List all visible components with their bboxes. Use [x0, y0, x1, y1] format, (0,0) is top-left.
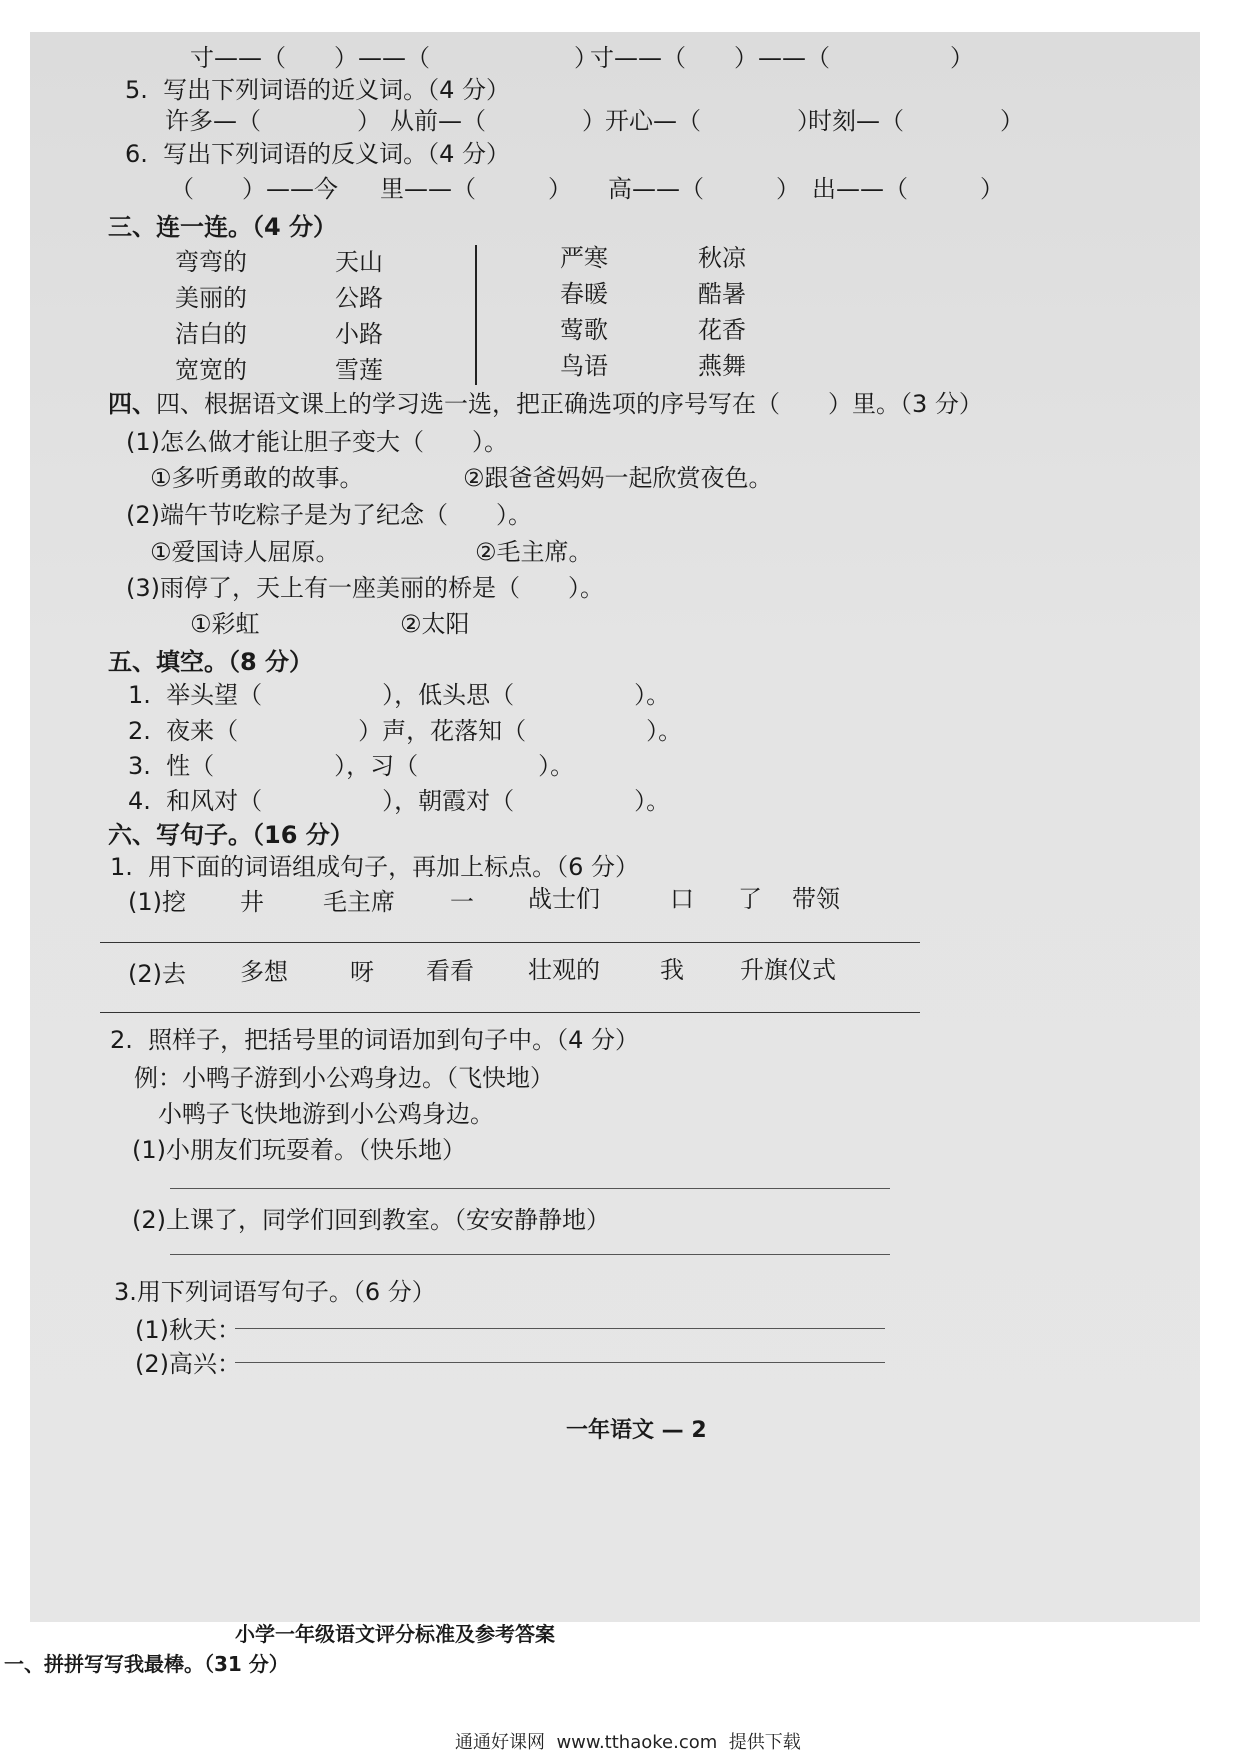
s6-q3: 3.用下列词语写句子。（6 分）	[114, 1278, 436, 1306]
q6-item: （ ）——今	[170, 175, 338, 203]
match-left-a: 弯弯的	[175, 248, 247, 276]
s6-sentence-1: (1)小朋友们玩耍着。（快乐地）	[132, 1136, 466, 1164]
word-tile: (2)去	[128, 960, 186, 988]
word-tile: 带领	[792, 885, 840, 913]
page-footer: 一年语文 — 2	[566, 1418, 707, 1443]
word-tile: 毛主席	[323, 888, 395, 916]
word-tile: 井	[240, 888, 264, 916]
match-left-a: 宽宽的	[175, 356, 247, 384]
match-left-b: 雪莲	[335, 356, 383, 384]
match-right-b: 秋凉	[698, 244, 746, 272]
word-tile: 一	[450, 888, 474, 916]
section-4-title-text: 四、根据语文课上的学习选一选，把正确选项的序号写在（ ）里。（3 分）	[156, 390, 983, 418]
answer-line	[100, 1012, 920, 1013]
word-tile: 了	[738, 885, 762, 913]
answer-line	[235, 1362, 885, 1363]
s6-example-2: 小鸭子飞快地游到小公鸡身边。	[158, 1100, 494, 1128]
q5-item: 时刻—（ ）	[808, 107, 1024, 135]
section-5-title: 五、填空。（8 分）	[108, 648, 314, 676]
section-6-title: 六、写句子。（16 分）	[108, 821, 354, 849]
q6-item: 出——（ ）	[812, 175, 1004, 203]
s6-example-1: 例：小鸭子游到小公鸡身边。（飞快地）	[134, 1064, 554, 1092]
cun-blank-2: 寸——（ ）——（ ）	[590, 44, 974, 72]
q6-item: 里——（ ）	[380, 175, 572, 203]
fill-blank-item: 2. 夜来（ ）声，花落知（ ）。	[128, 717, 683, 745]
match-divider	[475, 245, 477, 385]
s6-word-1: (1)秋天：	[135, 1316, 241, 1344]
s4-q2-option-b: ②毛主席。	[475, 538, 593, 566]
match-left-b: 天山	[335, 248, 383, 276]
answer-line	[100, 942, 920, 943]
fill-blank-item: 1. 举头望（ ），低头思（ ）。	[128, 681, 671, 709]
answer-section-1: 一、拼拼写写我最棒。（31 分）	[4, 1652, 289, 1676]
match-left-a: 洁白的	[175, 320, 247, 348]
s6-sentence-2: (2)上课了，同学们回到教室。（安安静静地）	[132, 1206, 610, 1234]
s4-q3-option-a: ①彩虹	[190, 610, 260, 638]
scanned-exam-page	[30, 32, 1200, 1622]
match-right-a: 严寒	[560, 244, 608, 272]
answer-line	[235, 1328, 885, 1329]
s6-q1: 1. 用下面的词语组成句子，再加上标点。（6 分）	[110, 853, 640, 881]
word-tile: 升旗仪式	[740, 956, 836, 984]
answer-line	[170, 1254, 890, 1255]
q6-title: 6. 写出下列词语的反义词。（4 分）	[125, 140, 511, 168]
s4-q3: (3)雨停了，天上有一座美丽的桥是（ ）。	[126, 574, 604, 602]
match-right-a: 春暖	[560, 280, 608, 308]
q5-item: 从前—（ ）	[390, 107, 606, 135]
s4-q1-option-b: ②跟爸爸妈妈一起欣赏夜色。	[463, 464, 773, 492]
q5-item: 开心—（ ）	[605, 107, 821, 135]
s4-q2-option-a: ①爱国诗人屈原。	[150, 538, 340, 566]
answer-key-title: 小学一年级语文评分标准及参考答案	[235, 1622, 555, 1646]
s6-q2: 2. 照样子，把括号里的词语加到句子中。（4 分）	[110, 1026, 640, 1054]
fill-blank-item: 4. 和风对（ ），朝霞对（ ）。	[128, 787, 671, 815]
q6-item: 高——（ ）	[608, 175, 800, 203]
s6-word-2: (2)高兴：	[135, 1350, 241, 1378]
s4-q1: (1)怎么做才能让胆子变大（ ）。	[126, 428, 508, 456]
match-left-b: 公路	[335, 284, 383, 312]
s4-q1-option-a: ①多听勇敢的故事。	[150, 464, 364, 492]
word-tile: (1)挖	[128, 888, 186, 916]
q5-title: 5. 写出下列词语的近义词。（4 分）	[125, 76, 511, 104]
word-tile: 看看	[426, 957, 474, 985]
site-footer: 通通好课网 www.tthaoke.com 提供下载	[455, 1732, 801, 1753]
word-tile: 呀	[350, 958, 374, 986]
word-tile: 口	[670, 885, 694, 913]
s4-q3-option-b: ②太阳	[400, 610, 470, 638]
match-right-a: 莺歌	[560, 316, 608, 344]
match-left-b: 小路	[335, 320, 383, 348]
match-right-b: 燕舞	[698, 352, 746, 380]
answer-line	[170, 1188, 890, 1189]
match-left-a: 美丽的	[175, 284, 247, 312]
match-right-a: 鸟语	[560, 352, 608, 380]
s4-q2: (2)端午节吃粽子是为了纪念（ ）。	[126, 501, 532, 529]
word-tile: 战士们	[528, 885, 600, 913]
section-3-title: 三、连一连。（4 分）	[108, 213, 338, 241]
match-right-b: 酷暑	[698, 280, 746, 308]
section-4-title: 四、四、根据语文课上的学习选一选，把正确选项的序号写在（ ）里。（3 分）	[108, 390, 983, 418]
word-tile: 多想	[240, 958, 288, 986]
cun-blank-1: 寸——（ ）——（ ）	[190, 44, 598, 72]
word-tile: 我	[660, 956, 684, 984]
q5-item: 许多—（ ）	[165, 107, 381, 135]
word-tile: 壮观的	[528, 956, 600, 984]
fill-blank-item: 3. 性（ ），习（ ）。	[128, 752, 575, 780]
match-right-b: 花香	[698, 316, 746, 344]
